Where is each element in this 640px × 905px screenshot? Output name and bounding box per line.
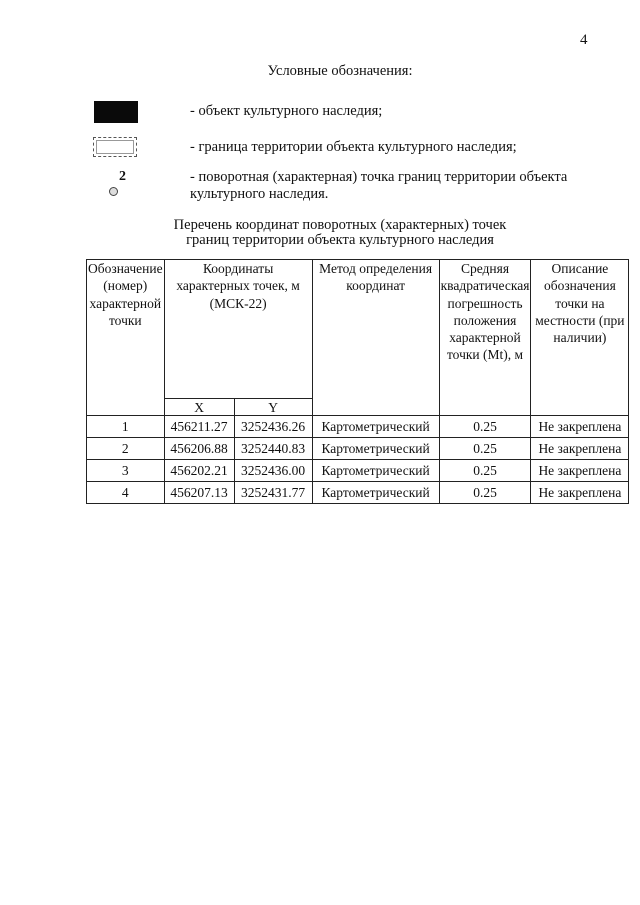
header-x: X (164, 399, 234, 416)
cell-description: Не закреплена (531, 460, 629, 482)
header-mt: Средняя квадратическая погрешность положения характерной точки (Mt), м (439, 260, 531, 416)
cell-mt: 0.25 (439, 416, 531, 438)
territory-border-symbol-icon (93, 137, 137, 157)
cell-method: Картометрический (312, 482, 439, 504)
turning-point-symbol-icon (109, 187, 118, 196)
header-description: Описание обозначения точки на местности (при наличии) (531, 260, 629, 416)
table-title (0, 218, 640, 248)
header-coordinates: Координаты характерных точек, м (МСК-22) (164, 260, 312, 399)
cultural-object-symbol-icon (94, 101, 138, 123)
cell-x: 456202.21 (164, 460, 234, 482)
cell-mt: 0.25 (439, 438, 531, 460)
cell-point-number: 3 (87, 460, 165, 482)
cell-x: 456206.88 (164, 438, 234, 460)
cell-point-number: 2 (87, 438, 165, 460)
cell-point-number: 1 (87, 416, 165, 438)
header-y: Y (234, 399, 312, 416)
cell-description: Не закреплена (531, 482, 629, 504)
header-point-id: Обозначение (номер) характерной точки (87, 260, 165, 416)
cell-y: 3252436.00 (234, 460, 312, 482)
cell-mt: 0.25 (439, 482, 531, 504)
table-row (87, 438, 629, 460)
cell-x: 456211.27 (164, 416, 234, 438)
coordinates-table (86, 259, 629, 504)
legend-text-point: - поворотная (характерная) точка границ территории объекта культурного наследия. (190, 169, 568, 202)
cell-y: 3252436.26 (234, 416, 312, 438)
cell-method: Картометрический (312, 438, 439, 460)
table-title-line1: Перечень координат поворотных (характерных) точек (173, 217, 507, 233)
cell-y: 3252440.83 (234, 438, 312, 460)
cell-y: 3252431.77 (234, 482, 312, 504)
cell-mt: 0.25 (439, 460, 531, 482)
legend-text-border: - граница территории объекта культурного наследия; (190, 139, 517, 155)
cell-method: Картометрический (312, 416, 439, 438)
cell-point-number: 4 (87, 482, 165, 504)
cell-method: Картометрический (312, 460, 439, 482)
table-row (87, 460, 629, 482)
cell-x: 456207.13 (164, 482, 234, 504)
table-title-line2: границ территории объекта культурного наследия (186, 232, 494, 248)
header-method: Метод определения координат (312, 260, 439, 416)
legend-text-object: - объект культурного наследия; (190, 103, 383, 119)
cell-description: Не закреплена (531, 416, 629, 438)
point-number-label: 2 (119, 169, 126, 184)
table-row (87, 482, 629, 504)
table-row (87, 416, 629, 438)
legend-title: Условные обозначения: (267, 63, 413, 79)
cell-description: Не закреплена (531, 438, 629, 460)
page-number: 4 (580, 32, 588, 48)
